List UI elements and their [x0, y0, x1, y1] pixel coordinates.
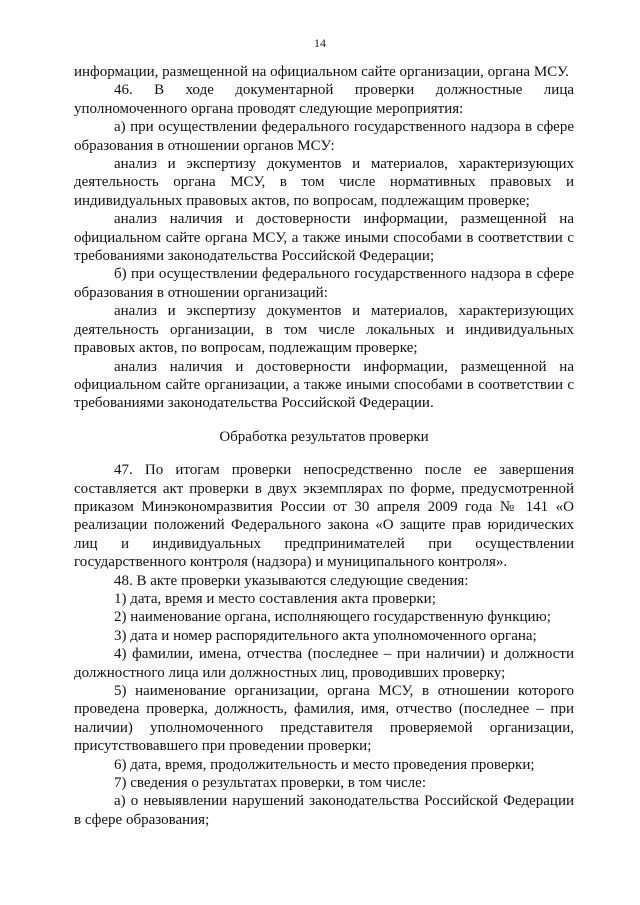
paragraph: а) при осуществлении федерального государственного надзора в сфере образования в отношении органов МСУ: — [74, 119, 574, 154]
page-number: 14 — [314, 36, 326, 50]
list-item: а) о невыявлении нарушений законодательства Российской Федерации в сфере образования; — [74, 793, 574, 828]
document-body — [74, 63, 574, 829]
paragraph: анализ и экспертизу документов и материалов, характеризующих деятельность органа МСУ, в том числе нормативных правовых и индивидуальных правовых актов, по вопросам, подлежащим проверке; — [74, 156, 574, 209]
list-item: 4) фамилии, имена, отчества (последнее – при наличии) и должности должностного лица или должностных лиц, проводивших проверку; — [74, 646, 574, 681]
list-item: 6) дата, время, продолжительность и место проведения проверки; — [114, 756, 535, 773]
list-item: 1) дата, время и место составления акта проверки; — [114, 590, 436, 607]
list-item: 7) сведения о результатах проверки, в том числе: — [114, 775, 426, 792]
paragraph: 46. В ходе документарной проверки должностные лица уполномоченного органа проводят следующие мероприятия: — [74, 82, 574, 117]
paragraph: 48. В акте проверки указываются следующие сведения: — [114, 572, 469, 589]
list-item: 3) дата и номер распорядительного акта уполномоченного органа; — [114, 627, 537, 644]
paragraph: 47. По итогам проверки непосредственно после ее завершения составляется акт проверки в двух экземплярах по форме, предусмотренной приказом Минэкономразвития России от 30 апреля 2009 года № 141 «О реализации положений Федерального закона «О защите прав юридических лиц и индивидуальных предпринимателей при осуществлении государственного контроля (надзора) и муниципального контроля». — [74, 462, 574, 571]
list-item: 5) наименование организации, органа МСУ, в отношении которого проведена проверка, должность, фамилия, имя, отчество (последнее – при наличии) уполномоченного представителя проверяемой организации, присутствовавшего при проведении проверки; — [74, 683, 574, 755]
paragraph: анализ и экспертизу документов и материалов, характеризующих деятельность организации, в том числе локальных и индивидуальных правовых актов, по вопросам, подлежащим проверке; — [74, 303, 574, 357]
paragraph: информации, размещенной на официальном сайте организации, органа МСУ. — [74, 64, 569, 80]
section-heading: Обработка результатов проверки — [219, 428, 429, 445]
paragraph: анализ наличия и достоверности информации, размещенной на официальном сайте организации, а также иными способами в соответствии с требованиями законодательства Российской Федерации. — [74, 358, 574, 412]
paragraph: б) при осуществлении федерального государственного надзора в сфере образования в отношении организаций: — [74, 266, 574, 301]
paragraph: анализ наличия и достоверности информации, размещенной на официальном сайте органа МСУ, а также иными способами в соответствии с требованиями законодательства Российской Федерации; — [74, 211, 574, 265]
list-item: 2) наименование органа, исполняющего государственную функцию; — [114, 609, 551, 626]
